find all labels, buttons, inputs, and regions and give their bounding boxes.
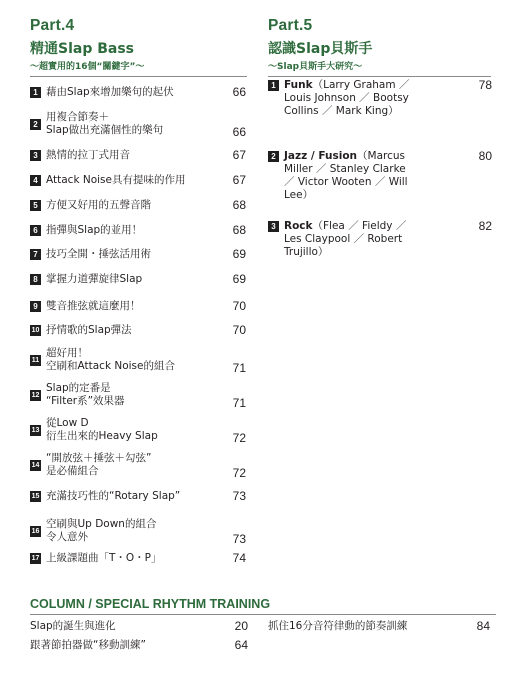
toc-entry[interactable] bbox=[30, 452, 246, 478]
entry-title-line: 從Low D bbox=[46, 417, 89, 429]
entry-number-badge: 13 bbox=[31, 427, 40, 434]
entry-number-badge: 7 bbox=[30, 249, 41, 260]
part5-divider bbox=[268, 76, 491, 77]
entry-number-badge: 3 bbox=[30, 150, 41, 161]
entry-title-line: 是必備組合 bbox=[46, 465, 99, 477]
entry-title-line: 雙音推弦就這麼用！ bbox=[46, 300, 141, 312]
column-item: Slap的誕生與進化 bbox=[30, 620, 116, 632]
entry-title-line: Slap做出充滿個性的樂句 bbox=[46, 124, 164, 136]
column-divider bbox=[30, 614, 496, 615]
entry-page-number: 68 bbox=[232, 198, 246, 212]
entry-number-badge: 17 bbox=[31, 555, 40, 562]
entry-title-line: ／ Victor Wooten ／ Will bbox=[284, 176, 408, 188]
column-title: COLUMN / SPECIAL RHYTHM TRAINING bbox=[30, 597, 271, 611]
entry-number-badge: 9 bbox=[30, 301, 41, 312]
entry-page-number: 67 bbox=[232, 173, 246, 187]
entry-page-number: 73 bbox=[232, 532, 246, 546]
entry-number-badge: 10 bbox=[31, 327, 40, 334]
entry-title-line: 指彈與Slap的並用！ bbox=[46, 224, 143, 236]
toc-entry[interactable] bbox=[30, 149, 246, 162]
part5-subtitle: ～Slap貝斯手大研究～ bbox=[268, 62, 363, 72]
toc-entry[interactable] bbox=[30, 552, 246, 565]
column-item: 跟著節拍器做“移動訓練” bbox=[30, 639, 146, 651]
column-item-page: 64 bbox=[234, 638, 248, 652]
toc-entry[interactable] bbox=[30, 300, 246, 313]
entry-title-line: 抒情歌的Slap彈法 bbox=[46, 324, 132, 336]
toc-entry[interactable] bbox=[30, 248, 246, 261]
entry-title-line: 用複合節奏＋ bbox=[46, 111, 109, 123]
entry-title-line bbox=[284, 220, 406, 233]
toc-entry[interactable] bbox=[30, 382, 246, 408]
entry-title-line bbox=[284, 79, 409, 92]
column-item: 抓住16分音符律動的節奏訓練 bbox=[268, 620, 408, 632]
genre-label: Jazz / Fusion bbox=[284, 150, 358, 162]
entry-page-number: 74 bbox=[232, 551, 246, 565]
part4-title: 精通Slap Bass bbox=[30, 41, 135, 57]
part4-subtitle: ～超實用的16個“關鍵字”～ bbox=[30, 62, 145, 72]
entry-page-number: 66 bbox=[232, 125, 246, 139]
artist-names: （Larry Graham ／ bbox=[312, 79, 410, 91]
entry-page-number: 70 bbox=[232, 299, 246, 313]
entry-page-number: 71 bbox=[232, 361, 246, 375]
entry-title-line: Trujillo） bbox=[284, 246, 329, 258]
entry-title-line: 技巧全開・捶弦活用術 bbox=[46, 248, 151, 260]
entry-page-number: 69 bbox=[232, 272, 246, 286]
entry-title-line: 令人意外 bbox=[46, 531, 88, 543]
entry-title-line: 超好用！ bbox=[46, 347, 88, 359]
entry-number-badge: 15 bbox=[31, 493, 40, 500]
entry-title-line: 方便又好用的五聲音階 bbox=[46, 199, 151, 211]
toc-entry[interactable] bbox=[30, 86, 246, 99]
entry-page-number: 72 bbox=[232, 431, 246, 445]
entry-title-line: Les Claypool ／ Robert bbox=[284, 233, 403, 245]
toc-entry[interactable] bbox=[30, 324, 246, 337]
entry-title-line: Attack Noise具有提味的作用 bbox=[46, 174, 186, 186]
part5-title: 認識Slap貝斯手 bbox=[268, 41, 373, 57]
toc-entry[interactable] bbox=[268, 79, 492, 118]
entry-number-badge: 11 bbox=[31, 357, 40, 364]
entry-title-line: 空刷與Up Down的組合 bbox=[46, 518, 157, 530]
entry-number-badge: 14 bbox=[31, 462, 40, 469]
artist-names: （Flea ／ Fieldy ／ bbox=[312, 220, 407, 232]
entry-page-number: 82 bbox=[478, 219, 492, 233]
entry-number-badge: 5 bbox=[30, 200, 41, 211]
entry-title-line: Miller ／ Stanley Clarke bbox=[284, 163, 406, 175]
toc-entry[interactable] bbox=[30, 417, 246, 443]
entry-page-number: 78 bbox=[478, 78, 492, 92]
entry-page-number: 66 bbox=[232, 85, 246, 99]
entry-title-line: “Filter系”效果器 bbox=[46, 395, 125, 407]
entry-title-line: Slap的定番是 bbox=[46, 382, 111, 394]
toc-entry[interactable] bbox=[30, 199, 246, 212]
entry-title-line: “開放弦＋捶弦＋勾弦” bbox=[46, 452, 152, 464]
toc-entry[interactable] bbox=[30, 347, 246, 373]
toc-entry[interactable] bbox=[30, 490, 246, 503]
artist-names: （Marcus bbox=[357, 150, 406, 162]
entry-number-badge: 16 bbox=[31, 528, 40, 535]
entry-number-badge: 12 bbox=[31, 392, 40, 399]
entry-number-badge: 1 bbox=[268, 80, 279, 91]
part4-divider bbox=[30, 76, 247, 77]
entry-page-number: 69 bbox=[232, 247, 246, 261]
toc-entry[interactable] bbox=[30, 224, 246, 237]
entry-number-badge: 6 bbox=[30, 225, 41, 236]
entry-title-line: Louis Johnson ／ Bootsy bbox=[284, 92, 409, 104]
toc-entry[interactable] bbox=[30, 174, 246, 187]
entry-page-number: 73 bbox=[232, 489, 246, 503]
entry-title-line bbox=[284, 150, 405, 163]
toc-entry[interactable] bbox=[30, 518, 246, 544]
part5-number: Part.5 bbox=[268, 17, 313, 34]
entry-number-badge: 8 bbox=[30, 274, 41, 285]
column-item-page: 20 bbox=[234, 619, 248, 633]
genre-label: Rock bbox=[284, 220, 313, 232]
toc-entry[interactable] bbox=[30, 111, 246, 137]
entry-title-line: 充滿技巧性的“Rotary Slap” bbox=[46, 490, 181, 502]
entry-page-number: 71 bbox=[232, 396, 246, 410]
entry-title-line: 衍生出來的Heavy Slap bbox=[46, 430, 158, 442]
entry-page-number: 72 bbox=[232, 466, 246, 480]
entry-page-number: 68 bbox=[232, 223, 246, 237]
toc-entry[interactable] bbox=[30, 273, 246, 286]
toc-entry[interactable] bbox=[268, 150, 492, 202]
entry-number-badge: 1 bbox=[30, 87, 41, 98]
toc-entry[interactable] bbox=[268, 220, 492, 259]
entry-title-line: Collins ／ Mark King） bbox=[284, 105, 399, 117]
entry-number-badge: 4 bbox=[30, 175, 41, 186]
entry-title-line: 熱情的拉丁式用音 bbox=[46, 149, 130, 161]
entry-number-badge: 3 bbox=[268, 221, 279, 232]
entry-number-badge: 2 bbox=[268, 151, 279, 162]
genre-label: Funk bbox=[284, 79, 313, 91]
entry-title-line: 掌握力道彈旋律Slap bbox=[46, 273, 143, 285]
entry-title-line: 藉由Slap來增加樂句的起伏 bbox=[46, 86, 174, 98]
part4-number: Part.4 bbox=[30, 17, 75, 34]
entry-title-line: Lee） bbox=[284, 189, 314, 201]
entry-page-number: 70 bbox=[232, 323, 246, 337]
entry-title-line: 上級課題曲「T・O・P」 bbox=[46, 552, 162, 564]
entry-number-badge: 2 bbox=[30, 119, 41, 130]
entry-title-line: 空刷和Attack Noise的組合 bbox=[46, 360, 175, 372]
column-item-page: 84 bbox=[476, 619, 490, 633]
entry-page-number: 80 bbox=[478, 149, 492, 163]
entry-page-number: 67 bbox=[232, 148, 246, 162]
